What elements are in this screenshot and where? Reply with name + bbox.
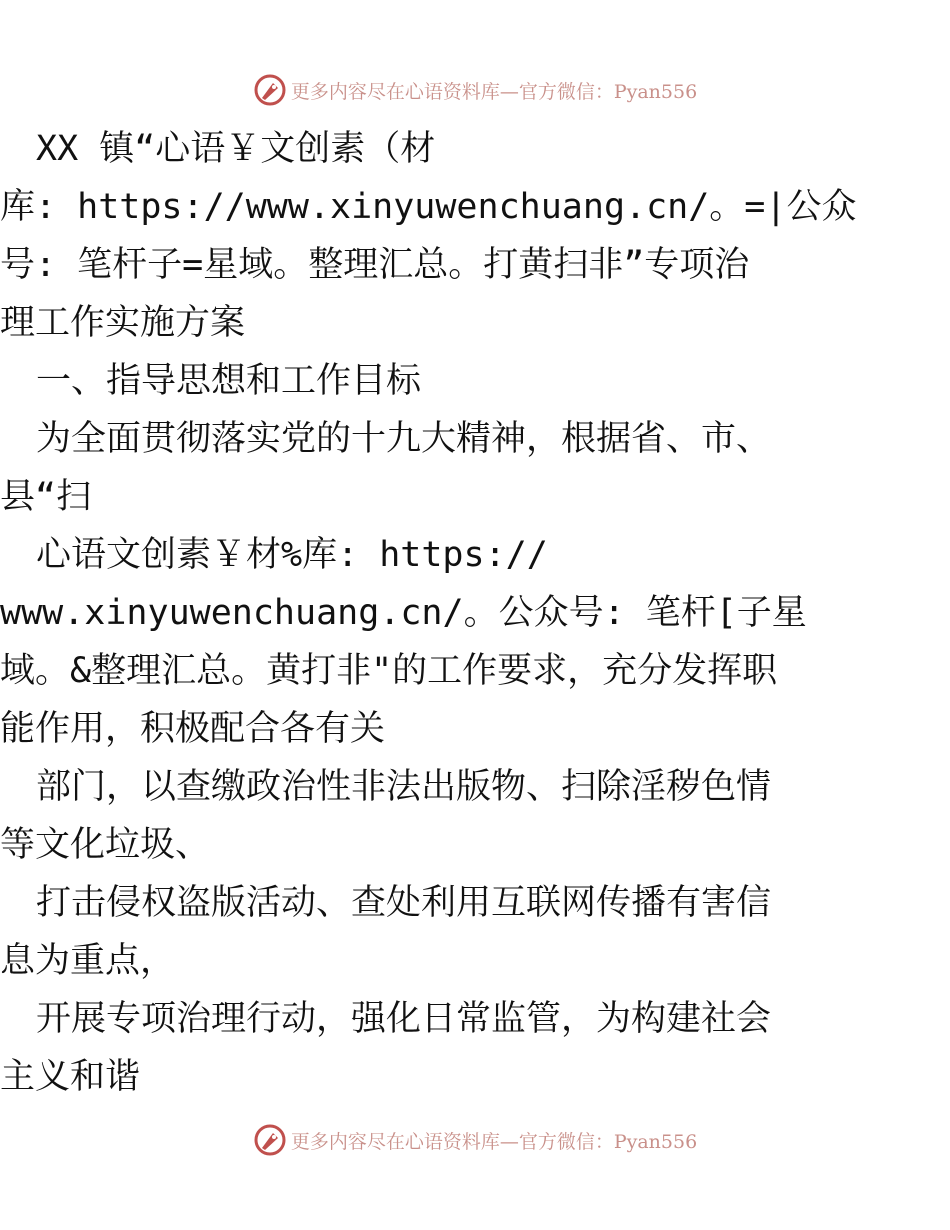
document-title-line: 号: 笔杆子=星域。整理汇总。打黄扫非”专项治 [0,245,750,285]
pen-nib-logo-icon [253,73,287,107]
paragraph-line: 心语文创素￥材%库: https:// [36,535,548,575]
section-heading: 一、指导思想和工作目标 [36,361,422,401]
page-header-banner [0,70,950,110]
document-title-line: 库: https://www.xinyuwenchuang.cn/。=|公众 [0,187,857,227]
paragraph-line: 息为重点， [0,941,176,981]
paragraph-line: 为全面贯彻落实党的十九大精神，根据省、市、 [36,419,772,459]
document-title-line: XX 镇“心语￥文创素（材 [36,129,436,169]
pen-nib-logo-icon [253,1123,287,1157]
paragraph-line: www.xinyuwenchuang.cn/。公众号: 笔杆[子星 [0,593,807,633]
paragraph-line: 打击侵权盗版活动、查处利用互联网传播有害信 [36,883,772,923]
header-banner-text: 更多内容尽在心语资料库—官方微信：Pyan556 [290,80,698,103]
paragraph-line: 部门，以查缴政治性非法出版物、扫除淫秽色情 [36,767,772,807]
paragraph-line: 开展专项治理行动，强化日常监管，为构建社会 [36,999,772,1039]
paragraph-line: 县“扫 [0,477,92,517]
footer-banner-text: 更多内容尽在心语资料库—官方微信：Pyan556 [290,1130,698,1153]
page-footer-banner [0,1120,950,1160]
paragraph-line: 等文化垃圾、 [0,825,211,865]
document-title-line: 理工作实施方案 [0,303,246,343]
paragraph-line: 主义和谐 [0,1057,141,1097]
paragraph-line: 能作用，积极配合各有关 [0,709,386,749]
paragraph-line: 域。&整理汇总。黄打非"的工作要求，充分发挥职 [0,651,778,691]
